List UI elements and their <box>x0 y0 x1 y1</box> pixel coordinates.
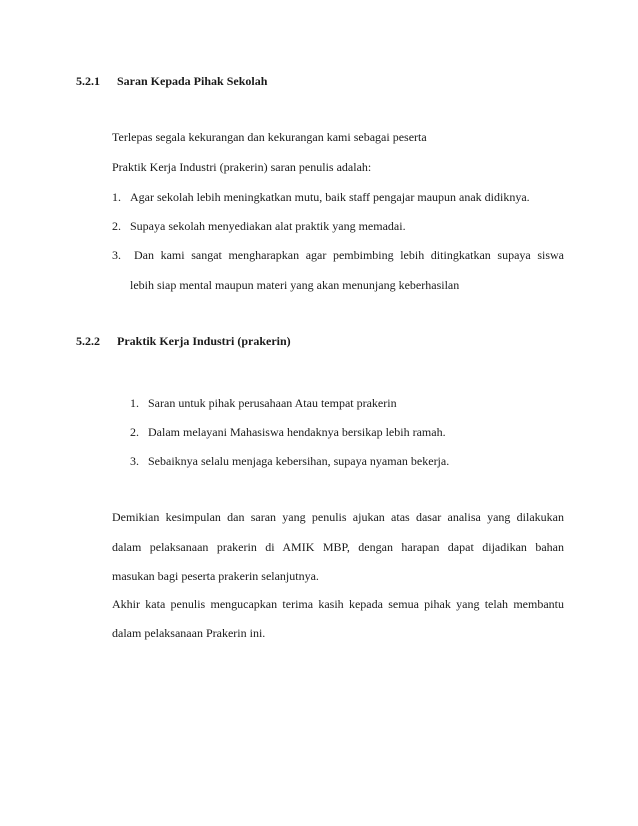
closing-para1-line1 <box>112 510 564 524</box>
section-521-number: 5.2.1 <box>76 74 100 88</box>
list-item-text: Sebaiknya selalu menjaga kebersihan, supaya nyaman bekerja. <box>148 454 450 468</box>
list-item-521-3-marker: 3. <box>112 248 121 262</box>
section-522-number: 5.2.2 <box>76 334 100 348</box>
list-item-text: Saran untuk pihak perusahaan Atau tempat prakerin <box>148 396 397 410</box>
intro-line-1: Terlepas segala kekurangan dan kekurangan kami sebagai peserta <box>112 130 427 144</box>
section-521-title: Saran Kepada Pihak Sekolah <box>117 74 268 88</box>
closing-para1-line2 <box>112 540 564 554</box>
section-522-title: Praktik Kerja Industri (prakerin) <box>117 334 291 348</box>
list-item-522-3 <box>130 454 449 468</box>
list-item-522-1 <box>130 396 397 410</box>
list-marker: 1. <box>112 190 121 204</box>
list-marker: 2. <box>112 219 121 233</box>
list-item-text: Dan kami sangat mengharapkan agar pembimbing lebih ditingkatkan supaya siswa <box>134 248 564 262</box>
list-item-521-1 <box>112 190 530 204</box>
list-marker: 1. <box>130 396 139 410</box>
list-item-521-2 <box>112 219 406 233</box>
closing-para2-line1 <box>112 597 564 611</box>
list-item-text: Agar sekolah lebih meningkatkan mutu, baik staff pengajar maupun anak didiknya. <box>130 190 530 204</box>
list-item-522-2 <box>130 425 446 439</box>
intro-line-2: Praktik Kerja Industri (prakerin) saran penulis adalah: <box>112 160 372 174</box>
list-marker: 3. <box>130 454 139 468</box>
list-item-text: Supaya sekolah menyediakan alat praktik yang memadai. <box>130 219 406 233</box>
list-marker: 2. <box>130 425 139 439</box>
paragraph-text: Akhir kata penulis mengucapkan terima kasih kepada semua pihak yang telah membantu <box>112 597 564 611</box>
section-521-heading <box>76 74 267 89</box>
list-item-text: Dalam melayani Mahasiswa hendaknya bersikap lebih ramah. <box>148 425 446 439</box>
paragraph-text: Demikian kesimpulan dan saran yang penulis ajukan atas dasar analisa yang dilakukan <box>112 510 564 524</box>
section-522-heading <box>76 334 291 349</box>
list-item-521-3-continuation: lebih siap mental maupun materi yang akan menunjang keberhasilan <box>130 278 460 292</box>
paragraph-text: dalam pelaksanaan prakerin di AMIK MBP, dengan harapan dapat dijadikan bahan <box>112 540 564 554</box>
closing-para1-line3: masukan bagi peserta prakerin selanjutnya. <box>112 569 319 583</box>
closing-para2-line2: dalam pelaksanaan Prakerin ini. <box>112 626 266 640</box>
list-item-521-3-text <box>134 248 564 262</box>
